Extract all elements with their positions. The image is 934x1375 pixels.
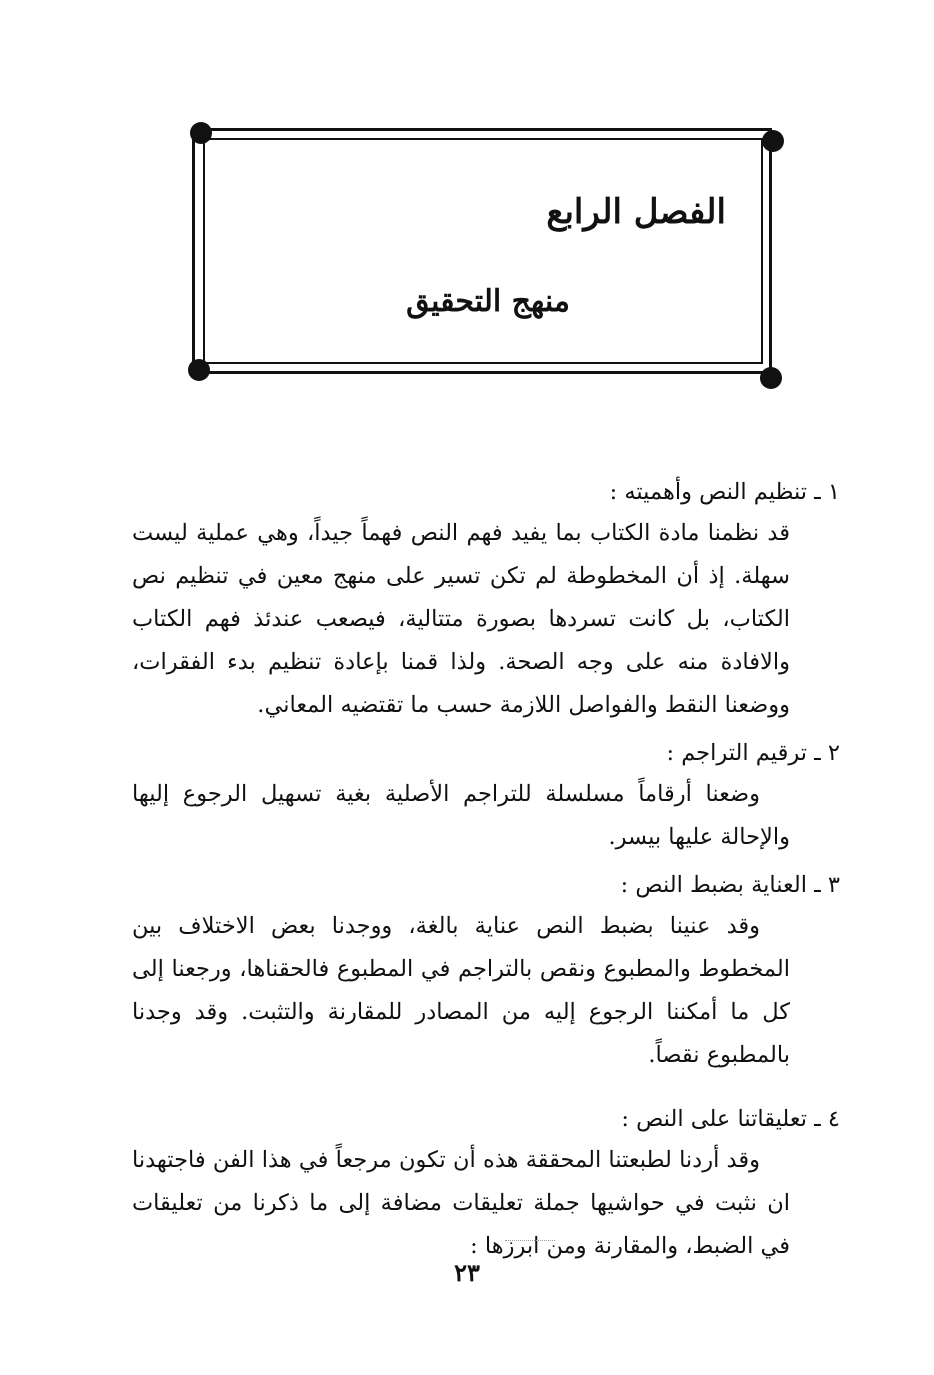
section-heading: ٣ ـ العناية بضبط النص : — [620, 872, 840, 898]
section-text-control — [132, 865, 840, 1077]
section-paragraph: وقد عنينا بضبط النص عناية بالغة، ووجدنا بعض الاختلاف بين المخطوط والمطبوع ونقص بالتراجم في المطبوع فالحقناها، ورجعنا إلى كل ما أمكننا الرجوع إليه من المصادر للمقارنة والتثبت. وقد وجدنا بالمطبوع نقصاً. — [132, 913, 790, 1068]
frame-corner-dot-top-right — [762, 130, 784, 152]
section-annotations — [132, 1099, 840, 1268]
frame-corner-dot-top-left — [190, 122, 212, 144]
chapter-subtitle: منهج التحقيق — [406, 284, 570, 319]
section-paragraph: قد نظمنا مادة الكتاب بما يفيد فهم النص فهماً جيداً، وهي عملية ليست سهلة. إذ أن المخطوطة لم تكن تسير على منهج معين في تنظيم نص الكتاب، بل كانت تسردها بصورة متتالية، فيصعب عندئذ فهم الكتاب والافادة منه على وجه الصحة. ولذا قمنا بإعادة تنظيم بدء الفقرات، ووضعنا النقط والفواصل اللازمة حسب ما تقتضيه المعاني. — [132, 520, 790, 718]
section-text-organization — [132, 472, 840, 727]
section-heading: ٤ ـ تعليقاتنا على النص : — [621, 1106, 840, 1132]
page-number: ٢٣ — [454, 1258, 480, 1287]
frame-corner-dot-bottom-left — [188, 359, 210, 381]
section-paragraph: وقد أردنا لطبعتنا المحققة هذه أن تكون مرجعاً في هذا الفن فاجتهدنا ان نثبت في حواشيها جملة تعليقات مضافة إلى ما ذكرنا من تعليقات في الضبط، والمقارنة ومن ابرزها : — [132, 1147, 790, 1259]
chapter-title-box — [206, 142, 760, 362]
page-body — [132, 472, 840, 1268]
section-heading: ١ ـ تنظيم النص وأهميته : — [609, 479, 840, 505]
section-heading: ٢ ـ ترقيم التراجم : — [666, 740, 840, 766]
footnote-separator — [505, 1240, 555, 1241]
section-paragraph: وضعنا أرقاماً مسلسلة للتراجم الأصلية بغية تسهيل الرجوع إليها والإحالة عليها بيسر. — [132, 781, 790, 850]
chapter-title: الفصل الرابع — [546, 192, 726, 232]
section-biography-numbering — [132, 733, 840, 859]
frame-corner-dot-bottom-right — [760, 367, 782, 389]
